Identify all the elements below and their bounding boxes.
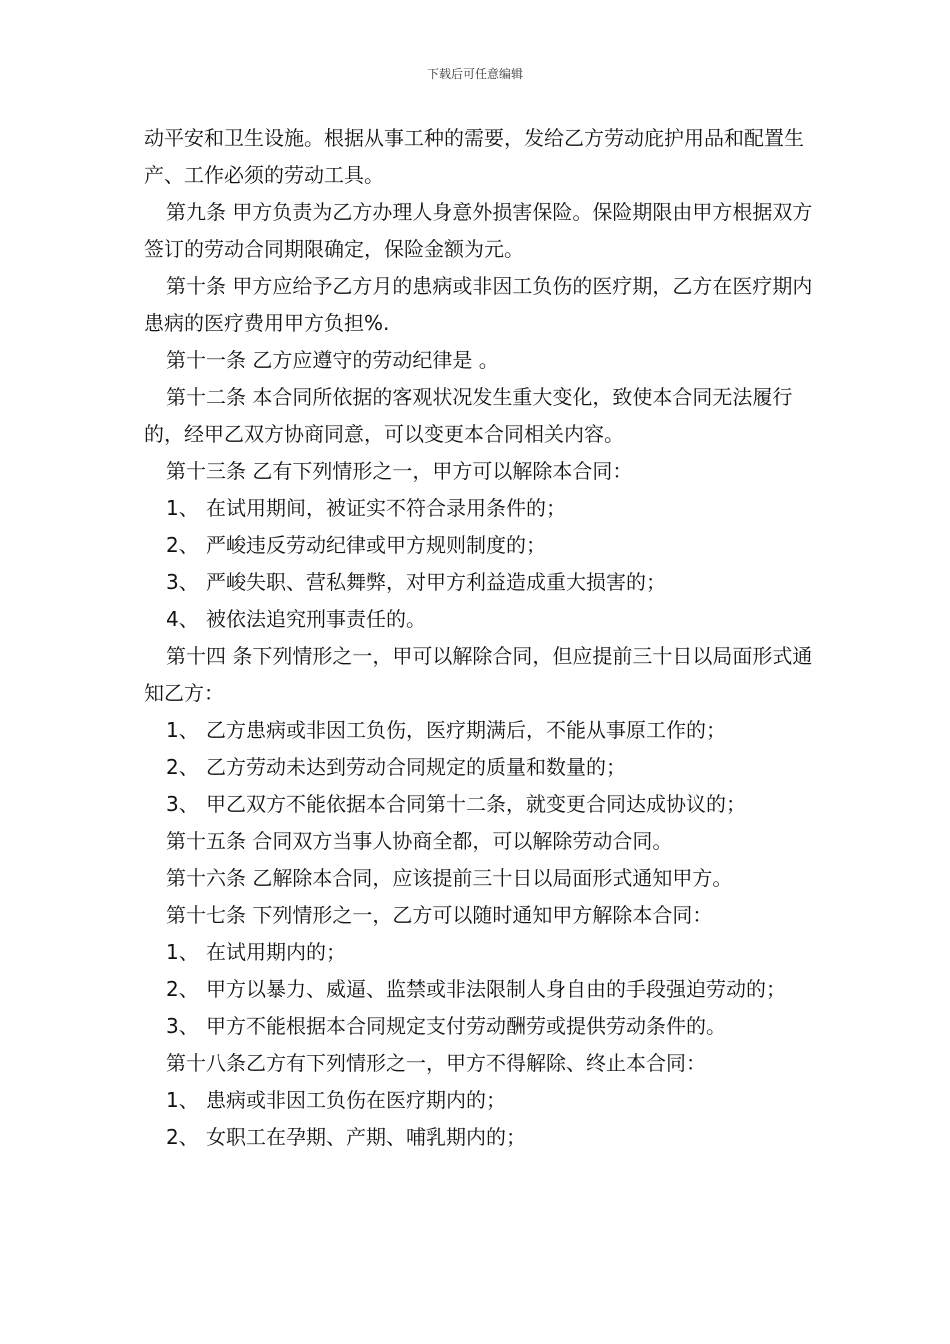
list-item-text: 严峻失职、营私舞弊，对甲方利益造成重大损害的； [206, 570, 666, 594]
list-item [144, 490, 814, 527]
list-item-text: 甲方以暴力、威逼、监禁或非法限制人身自由的手段强迫劳动的； [206, 977, 786, 1001]
list-item-text: 在试用期间，被证实不符合录用条件的； [206, 496, 566, 520]
clause-paragraph: 第十二条 本合同所依据的客观状况发生重大变化，致使本合同无法履行的，经甲乙双方协商同意，可以变更本合同相关内容。 [144, 385, 793, 446]
clause-paragraph: 第十四 条下列情形之一，甲可以解除合同，但应提前三十日以局面形式通知乙方： [144, 644, 813, 705]
list-item-number: 1、 [166, 496, 199, 520]
list-item [144, 1119, 814, 1156]
list-item-number: 2、 [166, 755, 199, 779]
list-item [144, 786, 814, 823]
clause-paragraph: 第十三条 乙有下列情形之一，甲方可以解除本合同： [166, 459, 633, 483]
list-item [144, 1008, 814, 1045]
list-item [144, 749, 814, 786]
list-item [144, 564, 814, 601]
list-item-number: 2、 [166, 533, 199, 557]
list-item [144, 601, 814, 638]
list-item-number: 1、 [166, 1088, 199, 1112]
list-item-number: 3、 [166, 570, 199, 594]
list-item-text: 甲方不能根据本合同规定支付劳动酬劳或提供劳动条件的。 [206, 1014, 726, 1038]
clause-paragraph: 第十一条 乙方应遵守的劳动纪律是 。 [166, 348, 499, 372]
clause-paragraph: 第十八条乙方有下列情形之一，甲方不得解除、终止本合同： [166, 1051, 706, 1075]
list-item-text: 患病或非因工负伤在医疗期内的； [206, 1088, 506, 1112]
list-item-text: 乙方患病或非因工负伤，医疗期满后，不能从事原工作的； [206, 718, 726, 742]
contract-body [144, 120, 814, 1156]
list-item-number: 2、 [166, 977, 199, 1001]
list-item [144, 527, 814, 564]
page-header-note: 下载后可任意编辑 [426, 67, 523, 81]
clause-paragraph: 第十七条 下列情形之一，乙方可以随时通知甲方解除本合同： [166, 903, 713, 927]
list-item-number: 4、 [166, 607, 199, 631]
list-item [144, 934, 814, 971]
clause-paragraph: 第十条 甲方应给予乙方月的患病或非因工负伤的医疗期，乙方在医疗期内患病的医疗费用甲方负担%. [144, 274, 813, 335]
body-paragraph: 动平安和卫生设施。根据从事工种的需要，发给乙方劳动庇护用品和配置生产、工作必须的劳动工具。 [144, 126, 804, 187]
list-item [144, 971, 814, 1008]
list-item-number: 1、 [166, 718, 199, 742]
clause-paragraph: 第十五条 合同双方当事人协商全都，可以解除劳动合同。 [166, 829, 673, 853]
list-item-text: 女职工在孕期、产期、哺乳期内的； [206, 1125, 526, 1149]
list-item-number: 3、 [166, 792, 199, 816]
list-item-text: 严峻违反劳动纪律或甲方规则制度的； [206, 533, 546, 557]
list-item-text: 被依法追究刑事责任的。 [206, 607, 426, 631]
list-item-number: 2、 [166, 1125, 199, 1149]
list-item [144, 712, 814, 749]
list-item-text: 甲乙双方不能依据本合同第十二条，就变更合同达成协议的； [206, 792, 746, 816]
list-item-text: 在试用期内的； [206, 940, 346, 964]
list-item-number: 1、 [166, 940, 199, 964]
list-item [144, 1082, 814, 1119]
clause-paragraph: 第九条 甲方负责为乙方办理人身意外损害保险。保险期限由甲方根据双方签订的劳动合同期限确定，保险金额为元。 [144, 200, 813, 261]
clause-paragraph: 第十六条 乙解除本合同，应该提前三十日以局面形式通知甲方。 [166, 866, 733, 890]
list-item-number: 3、 [166, 1014, 199, 1038]
list-item-text: 乙方劳动未达到劳动合同规定的质量和数量的； [206, 755, 626, 779]
